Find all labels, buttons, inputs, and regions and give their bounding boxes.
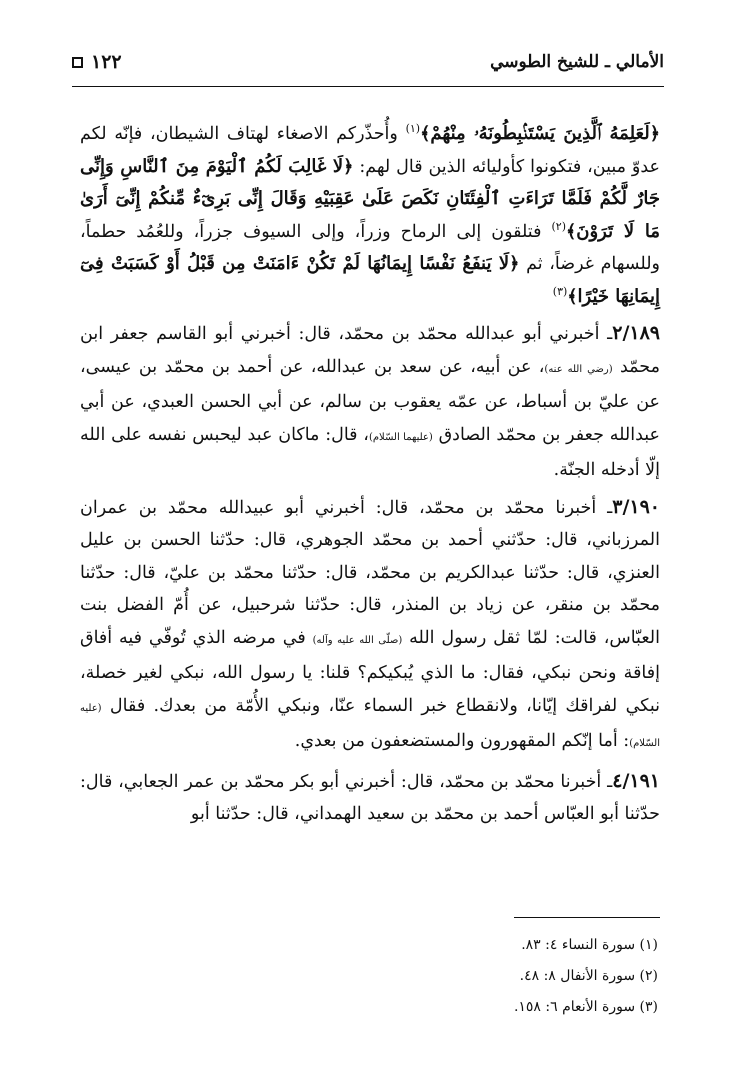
intro-paragraph	[80, 118, 660, 313]
hadith-text: ـ أخبرني أبو عبدالله محمّد بن محمّد، قال: أخبرني أبو القاسم جعفر ابن محمّد	[80, 324, 660, 377]
footnote-2: (٢) سورة الأنفال ٨: ٤٨.	[519, 968, 658, 984]
intro-text-1: وأُحذّركم الاصغاء لهتاف الشيطان، فإنّه لكم عدوّ مبين، فتكونوا كأوليائه الذين قال لهم:	[80, 124, 660, 177]
quran-open-bracket: ﴿	[649, 124, 660, 144]
quran-open-bracket: ﴿	[343, 156, 354, 177]
running-title: الأمالي ـ للشيخ الطوسي	[490, 52, 664, 72]
header-rule	[72, 86, 664, 87]
intro-text-2: فتلقون إلى الرماح وزراً، وإلى السيوف جزراً، وللعُمُد حطماً، وللسهام غرضاً، ثم	[80, 221, 660, 274]
hadith-text: في مرضه الذي تُوفّي فيه أفاق إفاقة ونحن نبكي، فقال: ما الذي يُبكيكم؟ قلنا: يا رسول الله، نبكي لغير خصلة، نبكي لفراقك إيّانا، ولانقطاع خبر السماء عنّا، ونبكي الأُمّة من بعدك. فقال	[80, 627, 660, 716]
honorific: (رضي الله عنه)	[544, 363, 613, 375]
quran-close-bracket: ﴾	[420, 124, 431, 144]
hadith-text: ـ أخبرنا محمّد بن محمّد، قال: أخبرني أبو بكر محمّد بن عمر الجعابي، قال: حدّثنا أبو العبّاس أحمد بن محمّد بن سعيد الهمداني، قال: حدّثنا أبو	[80, 771, 660, 824]
footnote-3: (٣) سورة الأنعام ٦: ١٥٨.	[513, 999, 658, 1015]
honorific: (صلّى الله عليه وآله)	[312, 634, 403, 646]
footnotes	[300, 930, 658, 1023]
footnote-ref-2: (٢)	[551, 219, 566, 233]
square-ornament-icon	[72, 57, 83, 68]
hadith-190	[80, 491, 660, 761]
hadith-number: ٤/١٩١	[612, 769, 660, 792]
hadith-text: ـ أخبرنا محمّد بن محمّد، قال: أخبرني أبو عبيدالله محمّد بن عمران المرزباني، قال: حدّثني أحمد بن محمّد الجوهري، قال: حدّثنا الحسن بن عليل العنزي، قال: حدّثنا عبدالكريم بن محمّد، قال: حدّثنا محمّد بن عليّ، قال: حدّثنا محمّد بن منقر، عن زياد بن المنذر، قال: حدّثنا شرحبيل، عن أُمّ الفضل بنت العبّاس، قالت: لمّا ثقل رسول الله	[80, 497, 660, 648]
footnote-ref-1: (١)	[405, 122, 421, 136]
quran-open-bracket: ﴿	[509, 254, 520, 274]
honorific: (عليهما السّلام)	[368, 431, 433, 443]
page-number-group	[72, 51, 122, 73]
hadith-number: ٣/١٩٠	[612, 495, 660, 518]
quran-verse-3: لَا يَنفَعُ نَفْسًا إِيمَانُهَا لَمْ تَكُنْ ءَامَنَتْ مِن قَبْلُ أَوْ كَسَبَتْ فِىٓ إِيمَانِهَا خَيْرًا	[80, 253, 660, 307]
footnote-1: (١) سورة النساء ٤: ٨٣.	[521, 937, 658, 953]
hadith-number: ٢/١٨٩	[612, 322, 660, 344]
hadith-191	[80, 765, 660, 831]
page-number: ١٢٢	[91, 51, 122, 73]
hadith-text: ، قال: ماكان عبد ليحبس نفسه على الله إلّا أدخله الجنّة.	[80, 424, 660, 480]
page-header	[72, 44, 664, 80]
quran-verse-2: لَا غَالِبَ لَكُمُ ٱلْيَوْمَ مِنَ ٱلنَّاسِ وَإِنِّى جَارٌ لَّكُمْ فَلَمَّا تَرَاءَتِ ٱلْفِئَتَانِ نَكَصَ عَلَىٰ عَقِبَيْهِ وَقَالَ إِنِّى بَرِىٓءٌ مِّنكُمْ إِنِّىٓ أَرَىٰ مَا لَا تَرَوْنَ	[80, 155, 660, 242]
honorific: (عليه السّلام)	[80, 702, 660, 749]
footnote-ref-3: (٣)	[552, 284, 568, 298]
hadith-189	[80, 317, 660, 487]
hadith-text: ، عن أبيه، عن سعد بن عبدالله، عن أحمد بن محمّد بن عيسى، عن عليّ بن أسباط، عن عمّه يعقوب بن سالم، عن أبي الحسن العبدي، عن أبي عبدالله جعفر بن محمّد الصادق	[80, 356, 660, 445]
quran-close-bracket: ﴾	[566, 221, 577, 242]
hadith-text: : أما إنّكم المقهورون والمستضعفون من بعدي.	[294, 731, 630, 751]
quran-verse-1: لَعَلِمَهُ ٱلَّذِينَ يَسْتَنۢبِطُونَهُۥ مِنْهُمْ	[430, 123, 650, 144]
page-body	[80, 118, 660, 831]
footnote-rule	[514, 917, 660, 918]
quran-close-bracket: ﴾	[567, 286, 578, 307]
